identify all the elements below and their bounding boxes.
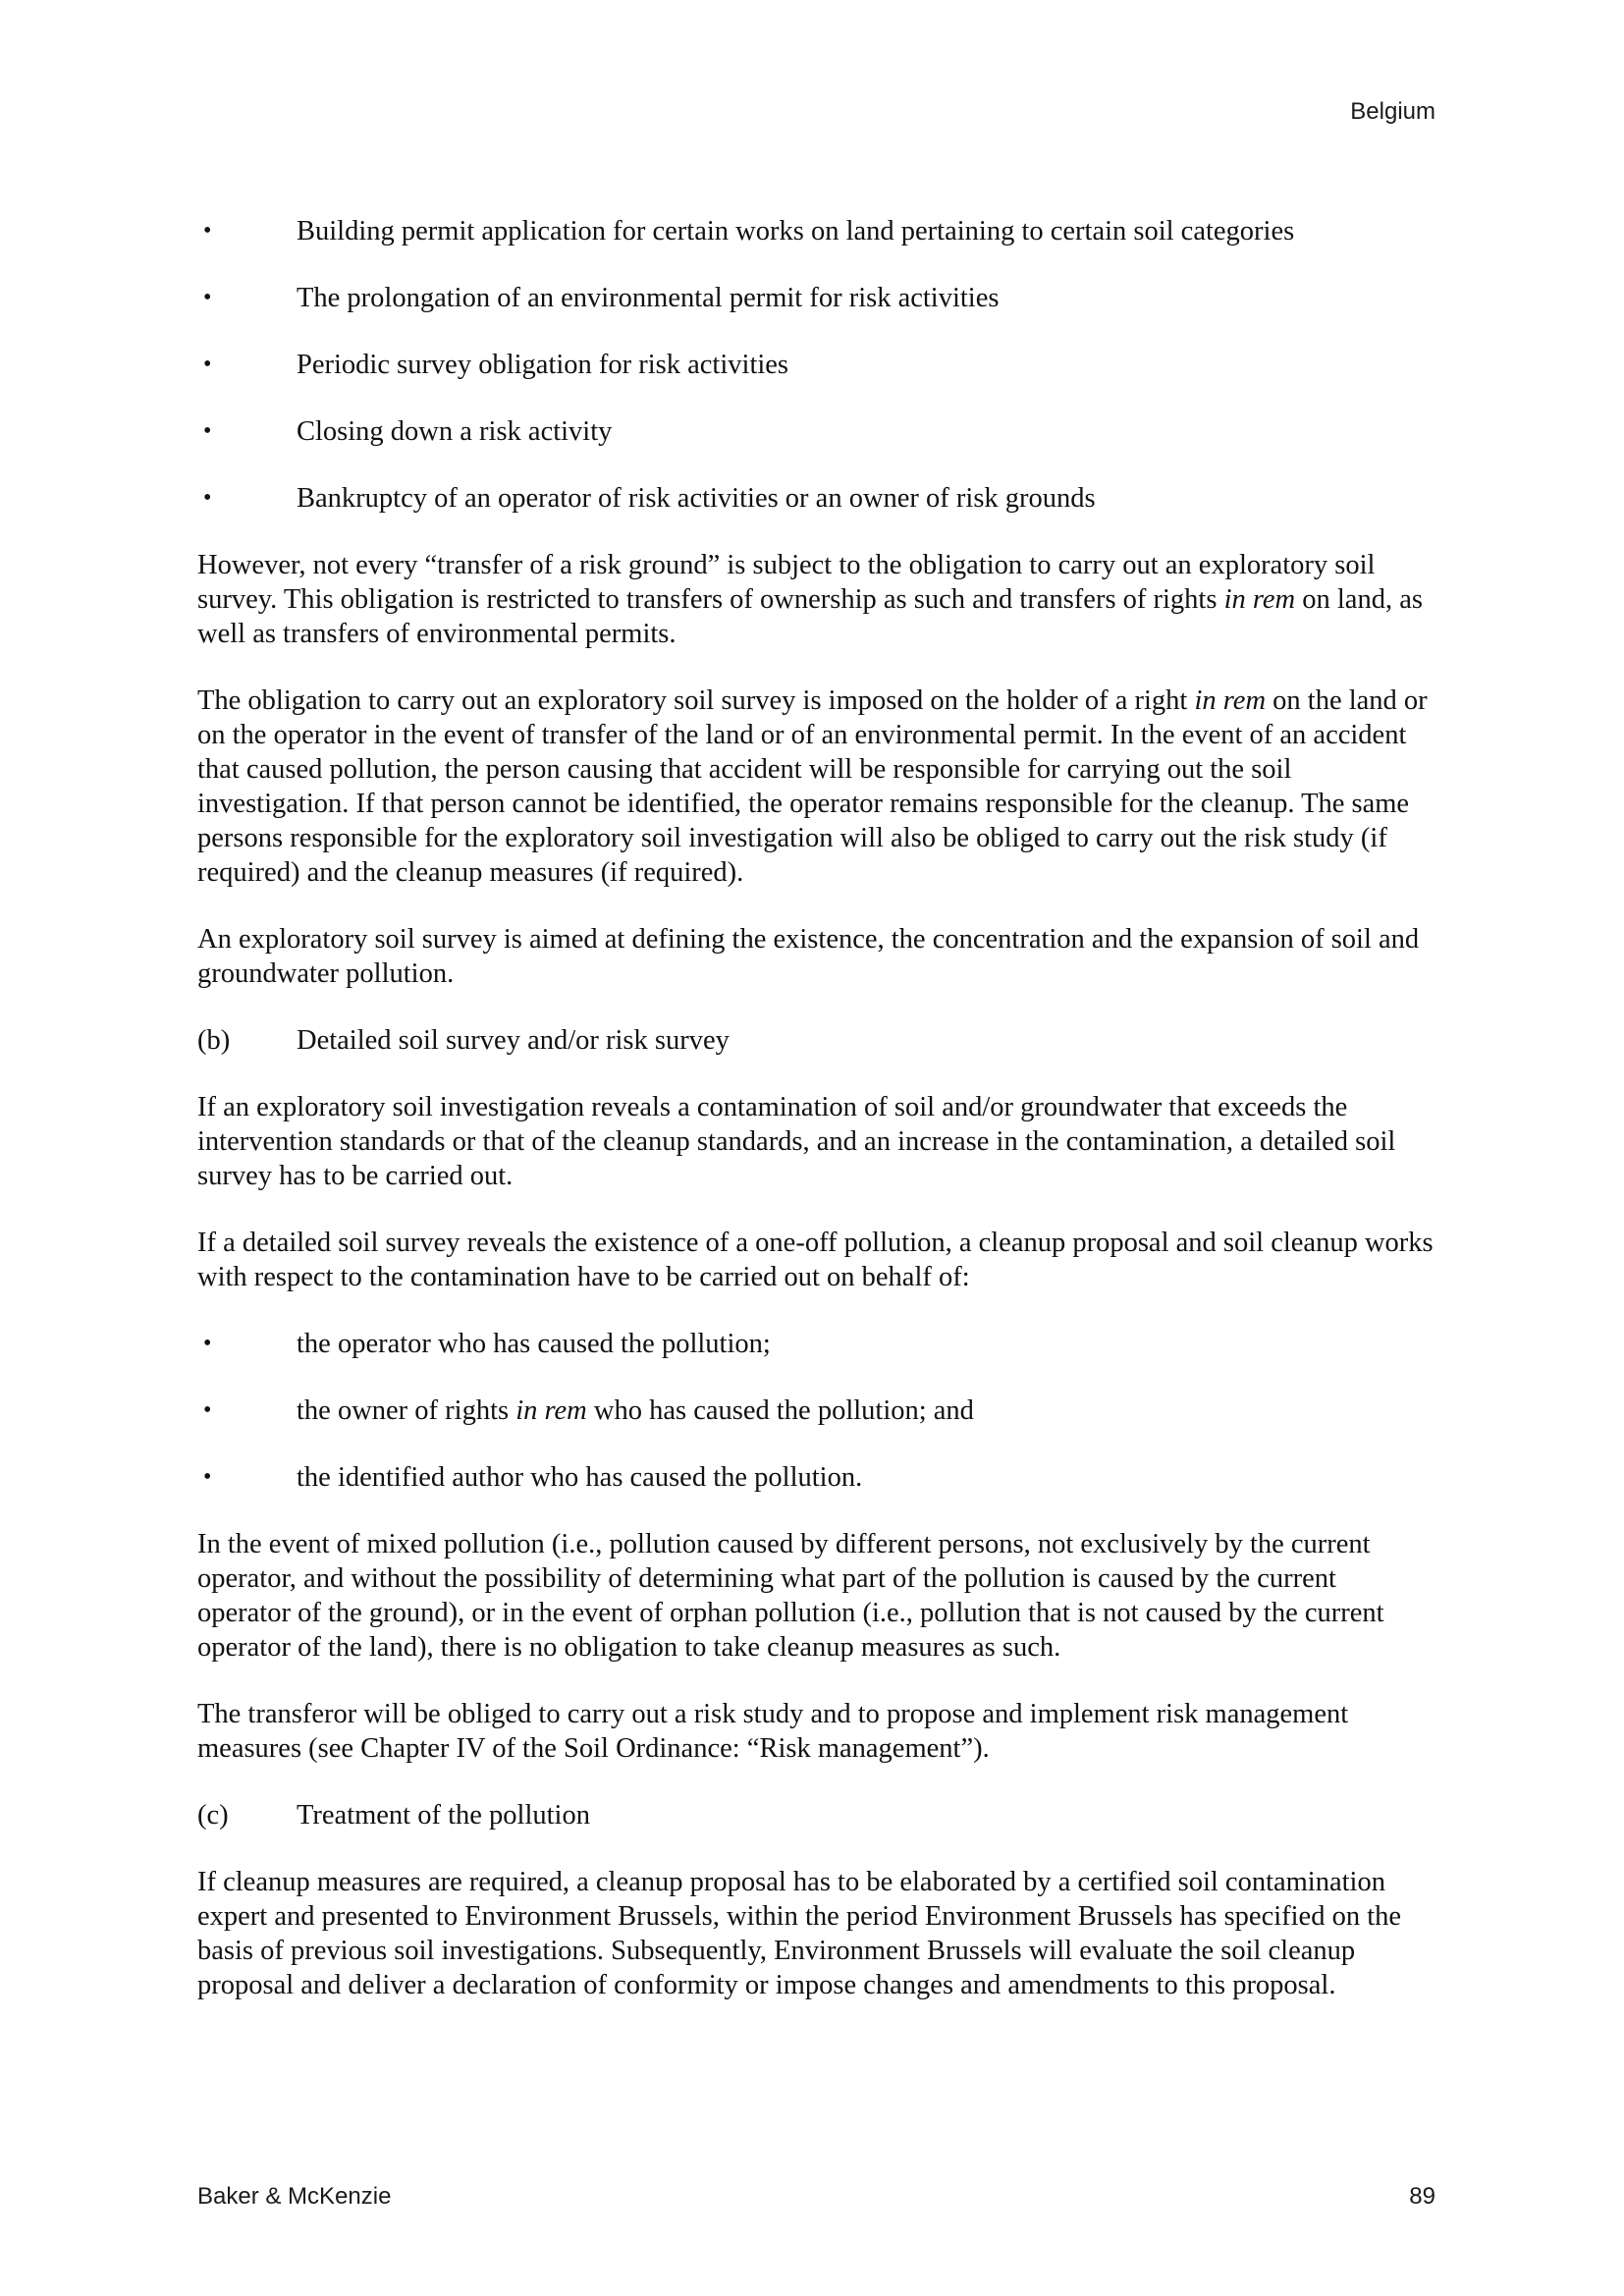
italic-term: in rem	[515, 1395, 587, 1426]
footer-firm-name: Baker & McKenzie	[197, 2183, 392, 2210]
paragraph-mixed-pollution: In the event of mixed pollution (i.e., pollution caused by different persons, not exclusively by the current operator, and without the possibility of determining what part of the pollution is caused by the current operator of the ground), or in the event of orphan pollution (i.e., pollution that is not caused by the current operator of the land), there is no obligation to take cleanup measures as such.	[197, 1529, 1384, 1663]
list-item-text: Bankruptcy of an operator of risk activities or an owner of risk grounds	[297, 483, 1096, 514]
paragraph-obligation-holder	[197, 683, 1436, 890]
bullet-icon: •	[203, 285, 212, 310]
list-item	[197, 481, 1436, 516]
section-title: Detailed soil survey and/or risk survey	[297, 1025, 730, 1056]
responsible-parties-list	[197, 1327, 1436, 1495]
section-marker: (b)	[197, 1025, 231, 1056]
bullet-icon: •	[203, 352, 212, 377]
list-item-text: who has caused the pollution; and	[586, 1395, 974, 1426]
paragraph-text: However, not every “transfer of a risk ground” is subject to the obligation to carry out an exploratory soil survey. This obligation is restricted to transfers of ownership as such and transfers of rights	[197, 550, 1376, 615]
bullet-icon: •	[203, 1397, 212, 1423]
list-item-text: the owner of rights	[297, 1395, 516, 1426]
page-body	[197, 214, 1436, 2035]
paragraph-survey-aim: An exploratory soil survey is aimed at defining the existence, the concentration and the expansion of soil and groundwater pollution.	[197, 924, 1420, 989]
footer-page-number: 89	[1409, 2183, 1435, 2210]
paragraph-text: The obligation to carry out an exploratory soil survey is imposed on the holder of a right	[197, 685, 1195, 716]
running-header-country: Belgium	[1350, 98, 1435, 125]
list-item	[197, 1327, 1436, 1361]
list-item-text: The prolongation of an environmental permit for risk activities	[297, 283, 1000, 313]
paragraph-detailed-survey: If an exploratory soil investigation reveals a contamination of soil and/or groundwater that exceeds the intervention standards or that of the cleanup standards, and an increase in the contamination, a detailed soil survey has to be carried out.	[197, 1092, 1396, 1191]
bullet-icon: •	[203, 1331, 212, 1356]
paragraph-transferor-obligation: The transferor will be obliged to carry out a risk study and to propose and implement risk management measures (see Chapter IV of the Soil Ordinance: “Risk management”).	[197, 1699, 1349, 1764]
list-item-text: Building permit application for certain works on land pertaining to certain soil categories	[297, 216, 1295, 246]
list-item	[197, 414, 1436, 449]
bullet-icon: •	[203, 218, 212, 244]
list-item	[197, 281, 1436, 315]
paragraph-text: on the land or on the operator in the event of transfer of the land or of an environmental permit. In the event of an accident that caused pollution, the person causing that accident will be responsible for carrying out the soil investigation. If that person cannot be identified, the operator remains responsible for the cleanup. The same persons responsible for the exploratory soil investigation will also be obliged to carry out the risk study (if required) and the cleanup measures (if required).	[197, 685, 1428, 888]
italic-term: in rem	[1223, 584, 1296, 615]
section-heading-c	[197, 1798, 1436, 1832]
section-heading-b	[197, 1023, 1436, 1058]
paragraph-cleanup-proposal: If cleanup measures are required, a cleanup proposal has to be elaborated by a certified soil contamination expert and presented to Environment Brussels, within the period Environment Brussels has specified on the basis of previous soil investigations. Subsequently, Environment Brussels will evaluate the soil cleanup proposal and deliver a declaration of conformity or impose changes and amendments to this proposal.	[197, 1867, 1402, 2000]
section-marker: (c)	[197, 1800, 229, 1831]
trigger-bullet-list	[197, 214, 1436, 516]
list-item-text: the identified author who has caused the pollution.	[297, 1462, 863, 1493]
list-item	[197, 214, 1436, 248]
list-item-text: Closing down a risk activity	[297, 416, 613, 447]
list-item	[197, 348, 1436, 382]
list-item-text: Periodic survey obligation for risk activities	[297, 350, 789, 380]
bullet-icon: •	[203, 418, 212, 444]
paragraph-transfer-scope	[197, 548, 1436, 651]
bullet-icon: •	[203, 485, 212, 511]
italic-term: in rem	[1194, 685, 1267, 716]
paragraph-one-off-pollution: If a detailed soil survey reveals the existence of a one-off pollution, a cleanup proposal and soil cleanup works with respect to the contamination have to be carried out on behalf of:	[197, 1228, 1434, 1292]
list-item	[197, 1460, 1436, 1495]
section-title: Treatment of the pollution	[297, 1800, 590, 1831]
list-item-text: the operator who has caused the pollution;	[297, 1329, 771, 1359]
bullet-icon: •	[203, 1464, 212, 1490]
list-item	[197, 1394, 1436, 1428]
paragraph-text: on land, as well as transfers of environmental permits.	[197, 584, 1423, 649]
